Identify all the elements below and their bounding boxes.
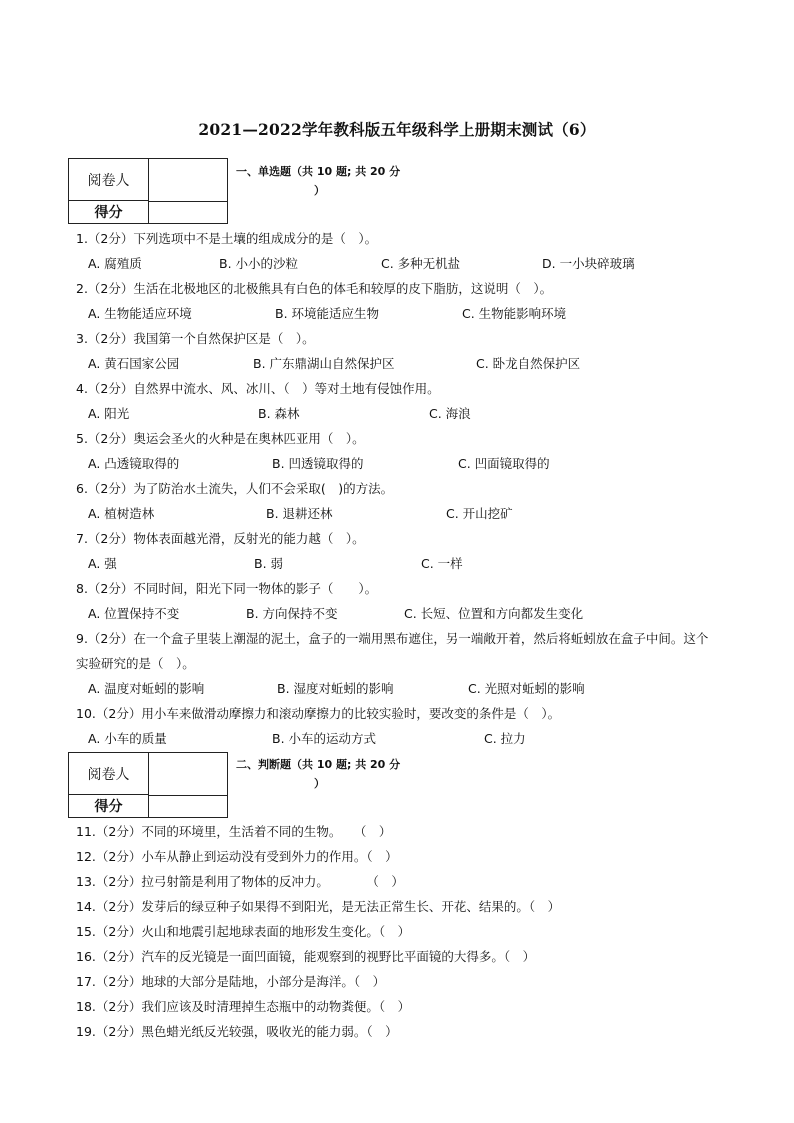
q2-option-c: C. 生物能影响环境 [462,306,567,321]
q6-option-b: B. 退耕还林 [266,506,333,521]
q1-option-d: D. 一小块碎玻璃 [542,256,635,271]
q5-option-a: A. 凸透镜取得的 [88,456,180,471]
q4-option-a: A. 阳光 [88,406,130,421]
score-box-divider [149,795,227,796]
section-heading-line2: ） [314,777,325,790]
question-4: 4.（2分）自然界中流水、风、冰川、（ ）等对土地有侵蚀作用。 [76,381,440,396]
page-title: 2021—2022学年教科版五年级科学上册期末测试（6） [198,120,596,139]
q9-option-a: A. 温度对蚯蚓的影响 [88,681,205,696]
question-15: 15.（2分）火山和地震引起地球表面的地形发生变化。（ ） [76,924,411,939]
question-12: 12.（2分）小车从静止到运动没有受到外力的作用。（ ） [76,849,398,864]
question-16: 16.（2分）汽车的反光镜是一面凹面镜，能观察到的视野比平面镜的大得多。（ ） [76,949,536,964]
section-heading-line2: ） [314,184,325,197]
score-label: 得分 [69,795,149,817]
section-heading-line1: 二、判断题（共 10 题; 共 20 分 [236,758,401,771]
q9-option-b: B. 湿度对蚯蚓的影响 [277,681,394,696]
question-5: 5.（2分）奥运会圣火的火种是在奥林匹亚用（ ）。 [76,431,365,446]
section-heading-line1: 一、单选题（共 10 题; 共 20 分 [236,165,401,178]
q1-option-a: A. 腐殖质 [88,256,142,271]
q7-option-c: C. 一样 [421,556,463,571]
question-9: 9.（2分）在一个盒子里装上潮湿的泥土，盒子的一端用黑布遮住，另一端敞开着，然后将蚯蚓放在盒子中间。这个实验研究的是（ ）。 [76,631,709,671]
score-box-section-2 [68,752,228,818]
question-13: 13.（2分）拉弓射箭是利用了物体的反冲力。 （ ） [76,874,404,889]
q2-option-b: B. 环境能适应生物 [275,306,380,321]
q10-option-c: C. 拉力 [484,731,526,746]
question-18: 18.（2分）我们应该及时清理掉生态瓶中的动物粪便。（ ） [76,999,411,1014]
q3-option-b: B. 广东鼎湖山自然保护区 [253,356,395,371]
question-1: 1.（2分）下列选项中不是土壤的组成成分的是（ ）。 [76,231,378,246]
q8-option-b: B. 方向保持不变 [246,606,338,621]
q3-option-c: C. 卧龙自然保护区 [476,356,581,371]
question-6: 6.（2分）为了防治水土流失，人们不会采取( )的方法。 [76,481,394,496]
question-2: 2.（2分）生活在北极地区的北极熊具有白色的体毛和较厚的皮下脂肪，这说明（ ）。 [76,281,553,296]
q7-option-b: B. 弱 [254,556,284,571]
score-box-section-1 [68,158,228,224]
q6-option-c: C. 开山挖矿 [446,506,513,521]
q4-option-c: C. 海浪 [429,406,471,421]
score-label: 得分 [69,201,149,223]
q1-option-b: B. 小小的沙粒 [219,256,299,271]
q5-option-b: B. 凹透镜取得的 [272,456,364,471]
question-10: 10.（2分）用小车来做滑动摩擦力和滚动摩擦力的比较实验时，要改变的条件是（ ）。 [76,706,561,721]
q2-option-a: A. 生物能适应环境 [88,306,192,321]
question-14: 14.（2分）发芽后的绿豆种子如果得不到阳光，是无法正常生长、开花、结果的。（ ） [76,899,561,914]
question-8: 8.（2分）不同时间，阳光下同一物体的影子（ ）。 [76,581,378,596]
q7-option-a: A. 强 [88,556,117,571]
section-heading-true-false [236,755,411,793]
question-3: 3.（2分）我国第一个自然保护区是（ ）。 [76,331,315,346]
q4-option-b: B. 森林 [258,406,300,421]
section-heading-single-choice [236,162,411,200]
q1-option-c: C. 多种无机盐 [381,256,461,271]
q10-option-b: B. 小车的运动方式 [272,731,377,746]
score-box-divider [149,201,227,202]
q5-option-c: C. 凹面镜取得的 [458,456,550,471]
q6-option-a: A. 植树造林 [88,506,155,521]
reviewer-label: 阅卷人 [69,159,149,201]
reviewer-label: 阅卷人 [69,753,149,795]
q8-option-c: C. 长短、位置和方向都发生变化 [404,606,584,621]
question-11: 11.（2分）不同的环境里，生活着不同的生物。 （ ） [76,824,392,839]
question-7: 7.（2分）物体表面越光滑，反射光的能力越（ ）。 [76,531,365,546]
q8-option-a: A. 位置保持不变 [88,606,180,621]
q10-option-a: A. 小车的质量 [88,731,167,746]
q3-option-a: A. 黄石国家公园 [88,356,180,371]
question-19: 19.（2分）黑色蜡光纸反光较强，吸收光的能力弱。（ ） [76,1024,398,1039]
q9-option-c: C. 光照对蚯蚓的影响 [468,681,585,696]
question-17: 17.（2分）地球的大部分是陆地，小部分是海洋。（ ） [76,974,386,989]
